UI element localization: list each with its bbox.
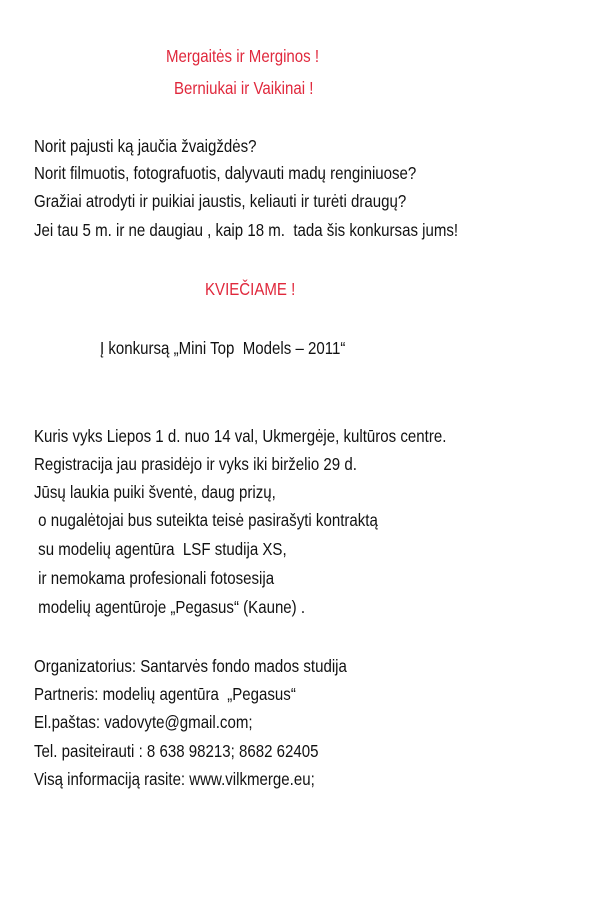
detail-line: modelių agentūroje „Pegasus“ (Kaune) . [34, 597, 306, 617]
header-girls: Mergaitės ir Merginos ! [166, 46, 320, 66]
contact-partner: Partneris: modelių agentūra „Pegasus“ [34, 684, 296, 704]
detail-line: Kuris vyks Liepos 1 d. nuo 14 val, Ukmergėje, kultūros centre. [34, 426, 447, 446]
contest-title: Į konkursą „Mini Top Models – 2011“ [100, 338, 346, 358]
question-line: Gražiai atrodyti ir puikiai jaustis, keliauti ir turėti draugų? [34, 191, 407, 211]
contact-phone: Tel. pasiteirauti : 8 638 98213; 8682 62405 [34, 741, 319, 761]
question-line: Jei tau 5 m. ir ne daugiau , kaip 18 m. tada šis konkursas jums! [34, 220, 459, 240]
invite-heading: KVIEČIAME ! [205, 279, 296, 299]
detail-line: su modelių agentūra LSF studija XS, [34, 539, 287, 559]
detail-line: o nugalėtojai bus suteikta teisė pasirašyti kontraktą [34, 510, 378, 530]
detail-line: ir nemokama profesionali fotosesija [34, 568, 275, 588]
contact-email: El.paštas: vadovyte@gmail.com; [34, 712, 253, 732]
question-line: Norit pajusti ką jaučia žvaigždės? [34, 136, 257, 156]
detail-line: Registracija jau prasidėjo ir vyks iki birželio 29 d. [34, 454, 357, 474]
contact-organizer: Organizatorius: Santarvės fondo mados studija [34, 656, 347, 676]
question-line: Norit filmuotis, fotografuotis, dalyvauti madų renginiuose? [34, 163, 417, 183]
detail-line: Jūsų laukia puiki šventė, daug prizų, [34, 482, 276, 502]
contact-website: Visą informaciją rasite: www.vilkmerge.eu; [34, 769, 315, 789]
header-boys: Berniukai ir Vaikinai ! [174, 78, 314, 98]
